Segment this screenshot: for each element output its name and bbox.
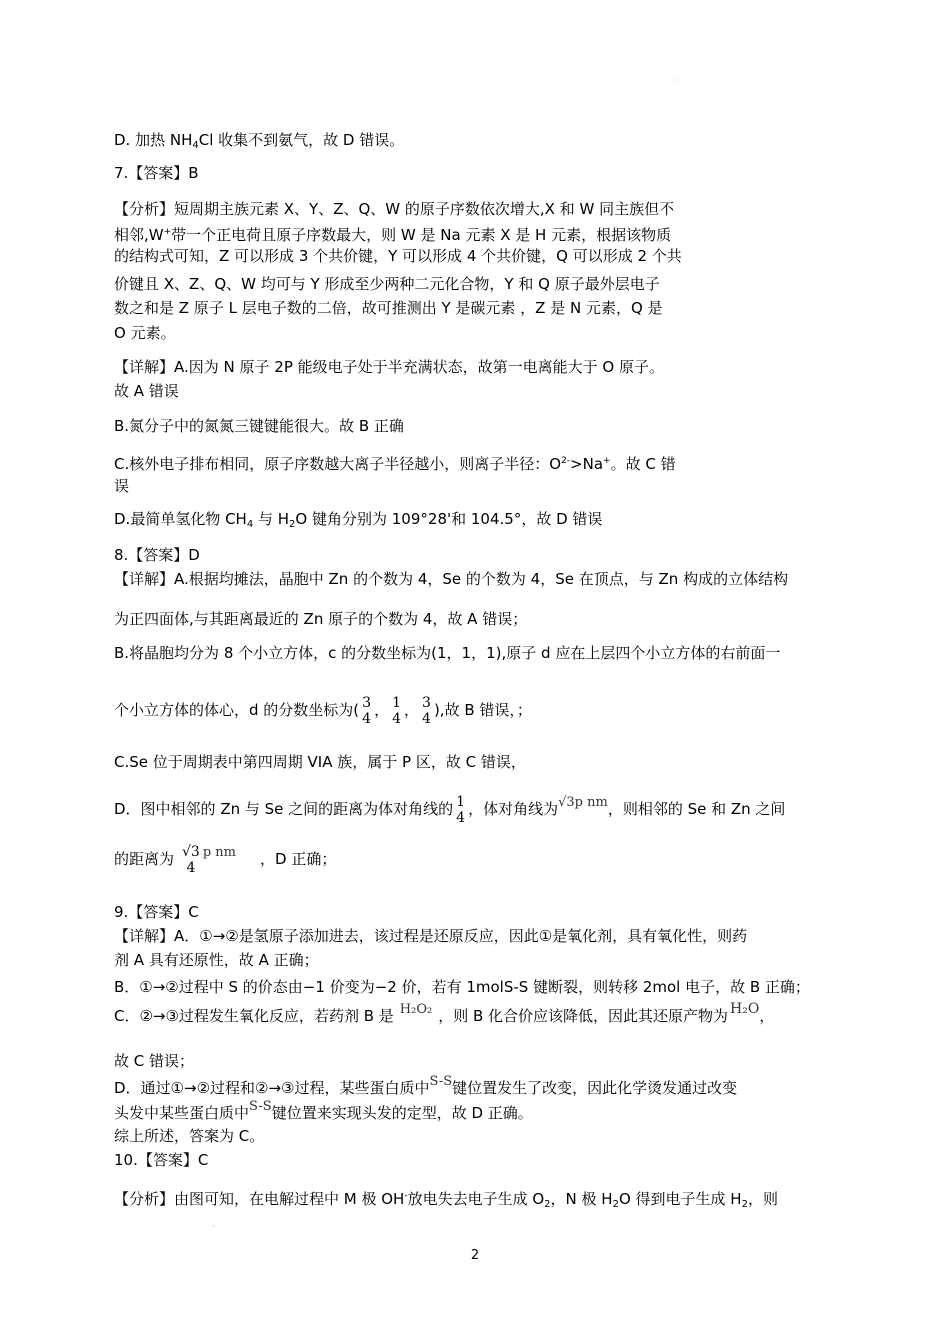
stray-dot: · [212,1222,215,1231]
text-line: 为正四面体,与其距离最近的 Zn 原子的个数为 4，故 A 错误； [114,610,528,628]
answer-7-heading: 7.【答案】B [114,164,199,182]
page-number: 2 [470,1248,480,1263]
text-line: 相邻,W+带一个正电荷且原子序数最大，则 W 是 Na 元素 X 是 H 元素，根据该物质 [114,226,672,244]
stray-dot: · [676,76,679,85]
text-line: 头发中某些蛋白质中S-S键位置来实现头发的定型，故 D 正确。 [114,1099,533,1122]
fraction-sqrt3-4: √3 4 [182,843,200,876]
fraction-3-4: 3 4 [422,694,431,727]
text-line: 综上所述，答案为 C。 [114,1127,265,1145]
text-line: B.氮分子中的氮氮三键键能很大。故 B 正确 [114,417,404,435]
text-line: O 元素。 [114,324,176,342]
text-line: D.最简单氢化物 $CH_4$ 与 $H_2O$ 键角分别为 109°28'和 104.5°，故 D 错误 [114,510,603,530]
text-line: D. 加热 $NH_4Cl$ 收集不到氨气，故 D 错误。 [114,131,405,151]
answer-8-heading: 8.【答案】D [114,546,200,564]
text-line: 误 [114,477,130,495]
text-line: 的距离为 √3 4 p nm ，D 正确； [114,843,337,876]
text-line: B.将晶胞均分为 8 个小立方体，c 的分数坐标为(1，1，1),原子 d 应在上层四个小立方体的右前面一 [114,644,781,662]
text-line: 【详解】A.因为 N 原子 2P 能级电子处于半充满状态，故第一电离能大于 O 原子。 [114,358,664,376]
text-line: D．通过①→②过程和②→③过程，某些蛋白质中S-S键位置发生了改变，因此化学烫发通过改变 [114,1074,738,1097]
text-line: 个小立方体的体心，d 的分数坐标为( 3 4 ， 1 4 ， 3 4 ),故 B 错误，； [114,694,532,727]
text-line: C.Se 位于周期表中第四周期 VIA 族，属于 P 区，故 C 错误， [114,753,526,771]
text-line: 故 A 错误 [114,382,179,400]
text-line: C.核外电子排布相同，原子序数越大离子半径越小，则离子半径：$O^{2-}>Na^+$。故 C 错 [114,455,676,473]
fraction-3-4: 3 4 [362,694,372,727]
text-line: C．②→③过程发生氧化反应，若药剂 B 是 H₂O₂ ，则 B 化合价应该降低，因此其还原产物为 H₂O， [114,1001,775,1025]
answer-10-heading: 10.【答案】C [114,1151,209,1169]
text-line: 剂 A 具有还原性，故 A 正确； [114,951,319,969]
text-line: B．①→②过程中 S 的价态由−1 价变为−2 价，若有 1molS-S 键断裂，则转移 2mol 电子，故 B 正确； [114,978,810,996]
text-line: 【分析】由图可知，在电解过程中 M 极 OH-放电失去电子生成 $O_2$，N 极 $H_2O$ 得到电子生成 $H_2$，则 [114,1190,778,1210]
text-line: 【详解】A．①→②是氢原子添加进去，该过程是还原反应，因此①是氧化剂，具有氧化性，则药 [114,927,748,945]
text-line: 故 C 错误； [114,1052,195,1070]
text-line: 【分析】短周期主族元素 X、Y、Z、Q、W 的原子序数依次增大,X 和 W 同主族但不 [114,200,675,218]
sqrt3-pnm: √3p nm [558,795,608,810]
text-line: D．图中相邻的 Zn 与 Se 之间的距离为体对角线的 1 4 ，体对角线为√3p nm，则相邻的 Se 和 Zn 之间 [114,793,786,826]
fraction-1-4: 1 4 [456,793,466,826]
text-line: 数之和是 Z 原子 L 层电子数的二倍，故可推测出 Y 是碳元素 ，Z 是 N 元素，Q 是 [114,299,663,317]
text-line: 的结构式可知，Z 可以形成 3 个共价键，Y 可以形成 4 个共价键，Q 可以形成 2 个共 [114,247,682,265]
fraction-1-4: 1 4 [392,694,402,727]
text-line: 价键且 X、Z、Q、W 均可与 Y 形成至少两种二元化合物，Y 和 Q 原子最外层电子 [114,275,660,293]
answer-9-heading: 9.【答案】C [114,903,199,921]
text-line: 【详解】A.根据均摊法，晶胞中 Zn 的个数为 4，Se 的个数为 4，Se 在顶点，与 Zn 构成的立体结构 [114,570,789,588]
